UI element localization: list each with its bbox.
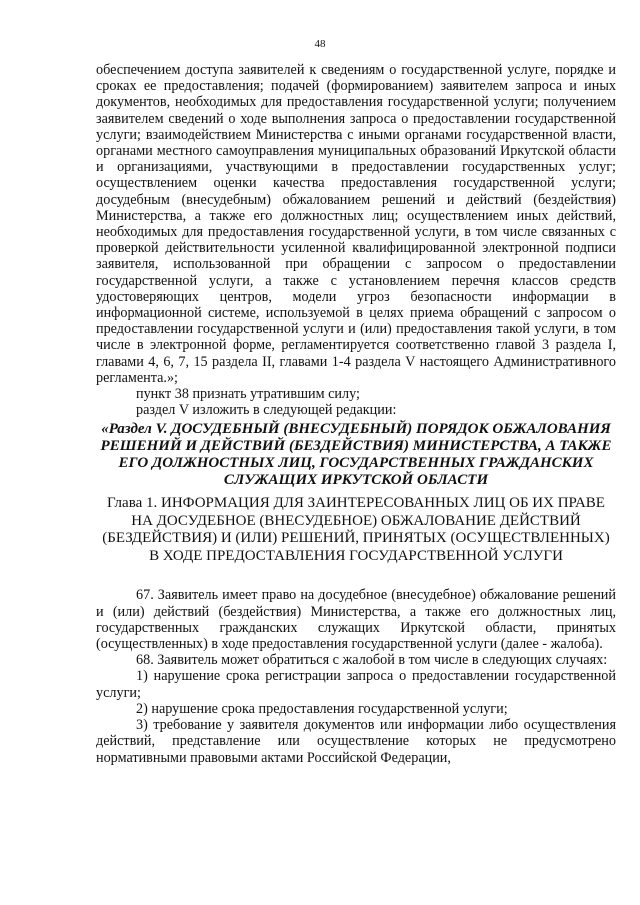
paragraph-continuation: обеспечением доступа заявителей к сведениям о государственной услуге, порядке и сроках ее предоставления; подачей (формированием) заявителем запроса и иных документов, необходимых для предоставления государственной услуги; получением заявителем сведений о ходе выполнения запроса о предоставлении государственной услуги; взаимодействием Министерства с иными органами государственной власти, органами местного самоуправления муниципальных образований Иркутской области и организациями, участвующими в предоставлении государственных услуг; осуществлением оценки качества предоставления государственной услуги; досудебным (внесудебным) обжалованием решений и действий (бездействия) Министерства, а также его должностных лиц; осуществлением иных действий, необходимых для предоставления государственной услуги, в том числе связанных с проверкой действительности усиленной квалифицированной электронной подписи заявителя, использованной при обращении с запросом о предоставлении государственной услуги, а также с установлением перечня классов средств удостоверяющих центров, модели угроз безопасности информации в информационной системе, используемой в целях приема обращений с запросом о предоставлении государственной услуги и (или) предоставления такой услуги, в том числе в электронной форме, регламентируется соответственно главой 3 раздела I, главами 4, 6, 7, 15 раздела II, главами 1-4 раздела V настоящего Административного регламента.»;: [96, 62, 616, 386]
list-item-2: 2) нарушение срока предоставления государственной услуги;: [136, 700, 508, 717]
list-item-3: 3) требование у заявителя документов или информации либо осуществления действий, представление или осуществление которых не предусмотрено нормативными правовыми актами Российской Федерации,: [96, 717, 616, 766]
item-67: 67. Заявитель имеет право на досудебное (внесудебное) обжалование решений и (или) действий (бездействия) Министерства, а также его должностных лиц, государственных гражданских служащих Иркутской области, принятых (осуществленных) в ходе предоставления государственной услуги (далее - жалоба).: [96, 587, 616, 653]
chapter-heading: Глава 1. ИНФОРМАЦИЯ ДЛЯ ЗАИНТЕРЕСОВАННЫХ ЛИЦ ОБ ИХ ПРАВЕ НА ДОСУДЕБНОЕ (ВНЕСУДЕБНОЕ) ОБЖАЛОВАНИЕ ДЕЙСТВИЙ (БЕЗДЕЙСТВИЯ) И (ИЛИ) РЕШЕНИЙ, ПРИНЯТЫХ (ОСУЩЕСТВЛЕННЫХ) В ХОДЕ ПРЕДОСТАВЛЕНИЯ ГОСУДАРСТВЕННОЙ УСЛУГИ: [102, 495, 610, 564]
document-body: [96, 62, 616, 766]
paragraph-section-intro: раздел V изложить в следующей редакции:: [136, 402, 397, 419]
section-heading: «Раздел V. ДОСУДЕБНЫЙ (ВНЕСУДЕБНЫЙ) ПОРЯДОК ОБЖАЛОВАНИЯ РЕШЕНИЙ И ДЕЙСТВИЙ (БЕЗДЕЙСТВИЯ) МИНИСТЕРСТВА, А ТАКЖЕ ЕГО ДОЛЖНОСТНЫХ ЛИЦ, ГОСУДАРСТВЕННЫХ ГРАЖДАНСКИХ СЛУЖАЩИХ ИРКУТСКОЙ ОБЛАСТИ: [100, 421, 612, 489]
page-number: 48: [314, 38, 326, 50]
item-68: 68. Заявитель может обратиться с жалобой в том числе в следующих случаях:: [136, 652, 608, 669]
list-item-1: 1) нарушение срока регистрации запроса о предоставлении государственной услуги;: [96, 668, 616, 701]
paragraph-point-38: пункт 38 признать утратившим силу;: [136, 386, 360, 403]
